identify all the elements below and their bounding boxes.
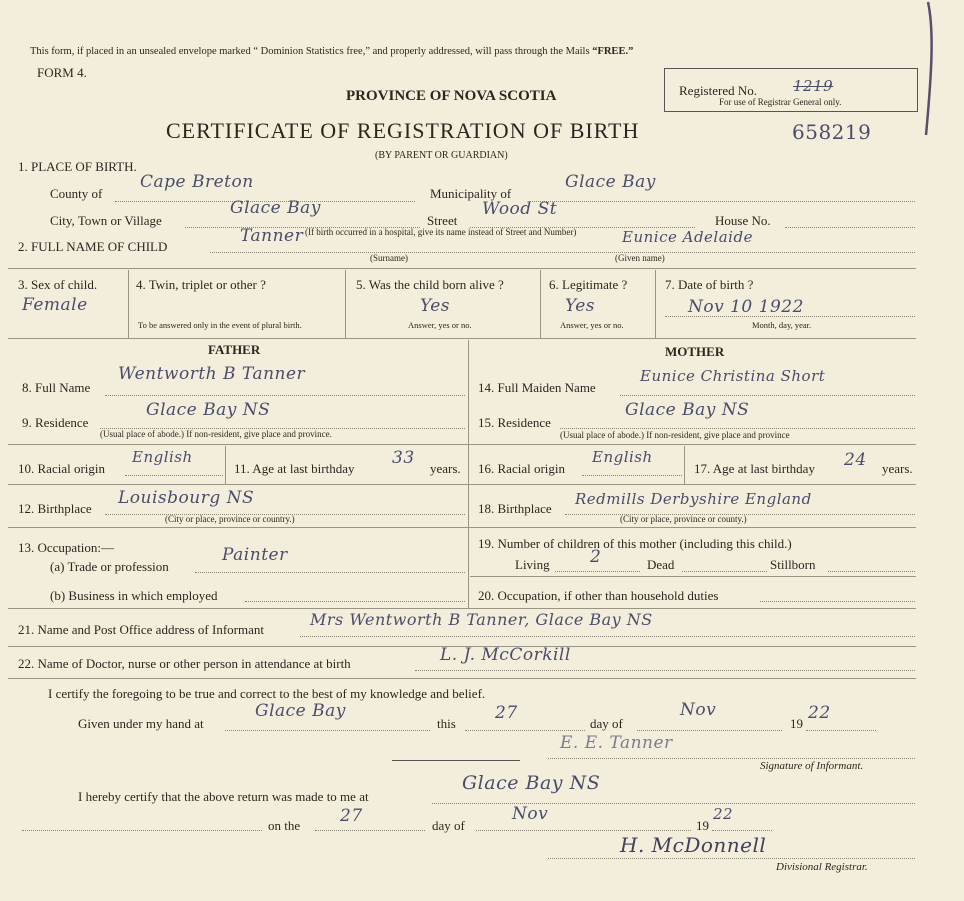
registrar-place-value: Glace Bay NS xyxy=(462,772,601,794)
doctor-label: 22. Name of Doctor, nurse or other person in attendance at birth xyxy=(18,656,351,671)
informant-label: 21. Name and Post Office address of Informant xyxy=(18,622,264,637)
sex-label: 3. Sex of child. xyxy=(18,277,98,292)
dob-value: Nov 10 1922 xyxy=(688,297,804,317)
father-racial-label: 10. Racial origin xyxy=(18,461,106,476)
section-divider xyxy=(8,268,916,269)
county-label: County of xyxy=(50,186,103,201)
child-name-line xyxy=(210,252,915,253)
county-value: Cape Breton xyxy=(140,172,254,192)
stillborn-label: Stillborn xyxy=(770,557,816,572)
hospital-note: (If birth occurred in a hospital, give its name instead of Street and Number) xyxy=(305,227,577,237)
alive-label: 5. Was the child born alive ? xyxy=(356,277,504,292)
mother-racial-label: 16. Racial origin xyxy=(478,461,566,476)
registered-note: For use of Registrar General only. xyxy=(719,97,842,107)
separator-rule xyxy=(392,760,520,761)
certificate-number: 658219 xyxy=(792,120,872,144)
twin-label: 4. Twin, triplet or other ? xyxy=(136,277,266,292)
registrar-year-value: 22 xyxy=(713,805,734,823)
city-value: Glace Bay xyxy=(230,198,321,218)
sex-value: Female xyxy=(22,295,88,315)
province-heading: PROVINCE OF NOVA SCOTIA xyxy=(346,88,557,104)
father-name-value: Wentworth B Tanner xyxy=(118,364,306,384)
certify-day-of-label: day of xyxy=(590,716,623,731)
mail-notice: This form, if placed in an unsealed envelope marked “ Dominion Statistics free,” and properly addressed, will pass through the Mails “FREE.” xyxy=(30,46,634,57)
living-value: 2 xyxy=(590,547,602,567)
father-heading: FATHER xyxy=(208,342,261,357)
mother-age-value: 24 xyxy=(844,450,867,470)
father-residence-note: (Usual place of abode.) If non-resident, give place and province. xyxy=(100,429,332,439)
place-of-birth-label: 1. PLACE OF BIRTH. xyxy=(18,159,137,174)
father-birthplace-note: (City or place, province or country.) xyxy=(165,514,295,524)
mother-years-label: years. xyxy=(882,461,913,476)
registration-box xyxy=(664,68,918,112)
twin-note: To be answered only in the event of plural birth. xyxy=(138,320,302,330)
doctor-value: L. J. McCorkill xyxy=(440,645,571,665)
trade-value: Painter xyxy=(222,545,288,565)
street-label: Street xyxy=(427,213,458,228)
father-years-label: years. xyxy=(430,461,461,476)
informant-signature-caption: Signature of Informant. xyxy=(760,760,864,772)
dob-label: 7. Date of birth ? xyxy=(665,277,754,292)
mother-residence-value: Glace Bay NS xyxy=(625,400,750,420)
house-line xyxy=(785,227,915,228)
informant-value: Mrs Wentworth B Tanner, Glace Bay NS xyxy=(310,610,653,629)
municipality-label: Municipality of xyxy=(430,186,512,201)
column-divider xyxy=(468,340,469,608)
given-at-value: Glace Bay xyxy=(255,701,346,721)
informant-signature: E. E. Tanner xyxy=(560,733,673,753)
registrar-day-value: 27 xyxy=(340,806,363,826)
father-racial-value: English xyxy=(132,448,193,466)
father-age-value: 33 xyxy=(392,448,415,468)
municipality-value: Glace Bay xyxy=(565,172,656,192)
certify-year-printed: 19 xyxy=(790,716,803,731)
child-given-value: Eunice Adelaide xyxy=(622,228,753,246)
registrar-statement: I hereby certify that the above return was made to me at xyxy=(78,789,369,804)
certify-statement: I certify the foregoing to be true and correct to the best of my knowledge and belief. xyxy=(48,686,486,701)
legitimate-value: Yes xyxy=(565,296,596,316)
mother-maiden-label: 14. Full Maiden Name xyxy=(478,380,596,395)
certify-month-value: Nov xyxy=(680,700,717,720)
mother-occupation-label: 20. Occupation, if other than household duties xyxy=(478,588,719,603)
house-label: House No. xyxy=(715,213,771,228)
given-under-label: Given under my hand at xyxy=(78,716,204,731)
children-count-label: 19. Number of children of this mother (including this child.) xyxy=(478,536,792,551)
father-occupation-label: 13. Occupation:— xyxy=(18,540,115,555)
given-caption: (Given name) xyxy=(615,253,665,263)
mother-racial-value: English xyxy=(592,448,653,466)
registrar-signature: H. McDonnell xyxy=(620,833,767,857)
child-surname-value: Tanner xyxy=(240,226,304,246)
certify-year-value: 22 xyxy=(808,703,831,723)
mother-birthplace-note: (City or place, province or county.) xyxy=(620,514,747,524)
on-the-label: on the xyxy=(268,818,301,833)
business-label: (b) Business in which employed xyxy=(50,588,218,603)
legitimate-label: 6. Legitimate ? xyxy=(549,277,628,292)
registrar-month-value: Nov xyxy=(512,804,549,824)
form-number: FORM 4. xyxy=(37,65,87,80)
margin-pencil-mark xyxy=(922,0,942,140)
registrar-signature-caption: Divisional Registrar. xyxy=(776,861,868,873)
mother-heading: MOTHER xyxy=(665,344,725,359)
alive-note: Answer, yes or no. xyxy=(408,320,472,330)
street-value: Wood St xyxy=(482,199,558,219)
mother-birthplace-value: Redmills Derbyshire England xyxy=(575,490,812,508)
alive-value: Yes xyxy=(420,296,451,316)
child-name-label: 2. FULL NAME OF CHILD xyxy=(18,239,168,254)
mother-residence-label: 15. Residence xyxy=(478,415,551,430)
registrar-day-of-label: day of xyxy=(432,818,465,833)
surname-caption: (Surname) xyxy=(370,253,408,263)
father-residence-label: 9. Residence xyxy=(22,415,89,430)
legitimate-note: Answer, yes or no. xyxy=(560,320,624,330)
registrar-year-printed: 19 xyxy=(696,818,709,833)
dob-note: Month, day, year. xyxy=(752,320,812,330)
certify-day-value: 27 xyxy=(495,703,518,723)
mother-birthplace-label: 18. Birthplace xyxy=(478,501,552,516)
father-birthplace-value: Louisbourg NS xyxy=(118,488,255,508)
certificate-title: CERTIFICATE OF REGISTRATION OF BIRTH xyxy=(166,118,640,143)
father-birthplace-label: 12. Birthplace xyxy=(18,501,92,516)
mother-residence-note: (Usual place of abode.) If non-resident, give place and province xyxy=(560,430,790,440)
living-label: Living xyxy=(515,557,550,572)
mother-maiden-value: Eunice Christina Short xyxy=(640,367,826,385)
trade-label: (a) Trade or profession xyxy=(50,559,169,574)
municipality-line xyxy=(530,201,915,202)
father-residence-value: Glace Bay NS xyxy=(146,400,271,420)
city-label: City, Town or Village xyxy=(50,213,162,228)
this-label: this xyxy=(437,716,456,731)
father-age-label: 11. Age at last birthday xyxy=(234,461,355,476)
mother-age-label: 17. Age at last birthday xyxy=(694,461,815,476)
dead-label: Dead xyxy=(647,557,675,572)
registered-value: 1219 xyxy=(793,77,834,95)
father-name-label: 8. Full Name xyxy=(22,380,91,395)
registered-label: Registered No. xyxy=(679,83,757,98)
certificate-subtitle: (BY PARENT OR GUARDIAN) xyxy=(375,150,508,161)
